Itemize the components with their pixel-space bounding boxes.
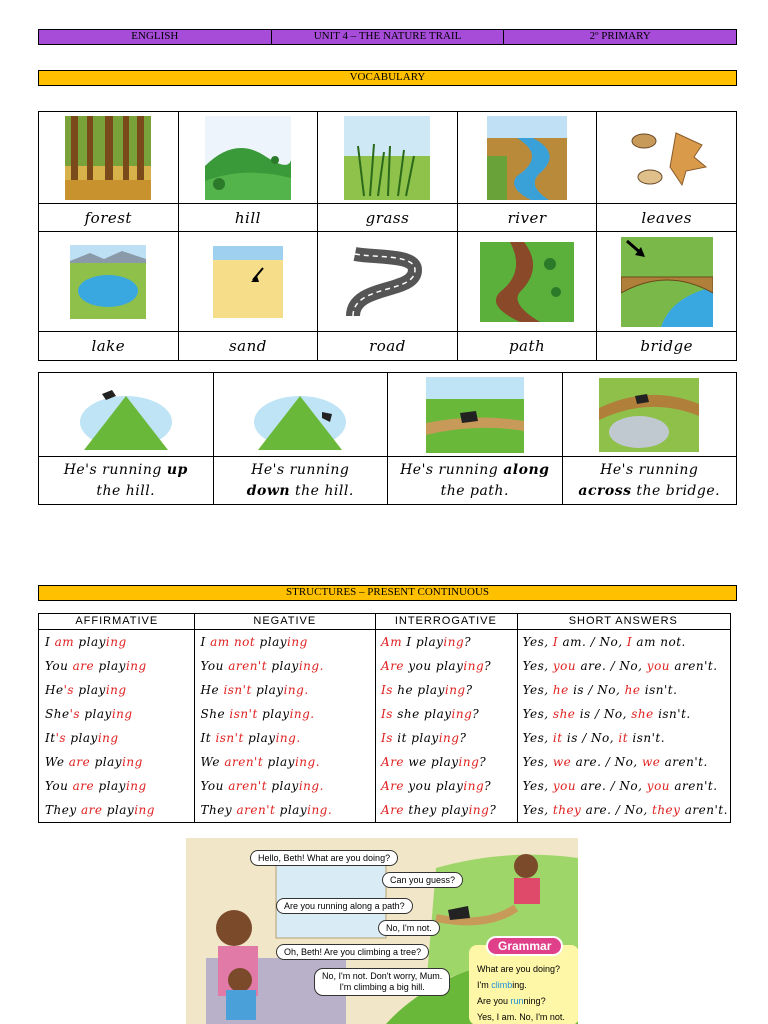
cell-text: she — [552, 707, 576, 721]
short-answer-cell — [517, 803, 730, 817]
cell-text: You — [200, 779, 229, 793]
cell-text: Yes, — [522, 779, 553, 793]
cell-text: ing. — [298, 659, 324, 673]
grammar-box — [469, 945, 578, 1024]
cell-text: play — [275, 803, 308, 817]
cell-text: you play — [404, 659, 464, 673]
cell-text: he — [552, 683, 569, 697]
cell-text: play — [74, 635, 106, 649]
cell-text: ing — [134, 803, 155, 817]
word-forest: forest — [84, 209, 132, 227]
cell-text: ing — [122, 755, 143, 769]
cell-text: 's — [55, 731, 67, 745]
lake-picture — [39, 232, 179, 331]
speech-bubble-6: No, I'm not. Don't worry, Mum. I'm climbing a big hill. — [314, 968, 450, 996]
word-road: road — [369, 337, 406, 355]
cell-text: I play — [402, 635, 444, 649]
header-interrogative: INTERROGATIVE — [394, 615, 497, 627]
cell-text: Yes, — [522, 803, 553, 817]
cell-text: ing — [105, 683, 127, 697]
cell-text: isn't — [229, 707, 258, 721]
cell-text: it — [552, 731, 563, 745]
grammar-line-1: What are you doing? — [477, 964, 561, 974]
short-answer-cell — [517, 755, 730, 769]
running-along-picture — [388, 373, 563, 456]
cell-text: are. / No, — [571, 755, 642, 769]
cell-text: Am — [381, 635, 403, 649]
cell-text: I — [626, 635, 633, 649]
short-answer-cell — [517, 731, 730, 745]
vocabulary-grid — [38, 111, 737, 361]
cell-text: They — [45, 803, 81, 817]
cell-text: play — [94, 659, 126, 673]
level-label: 2º PRIMARY — [503, 30, 736, 44]
cell-text: aren't — [228, 659, 268, 673]
word-lake: lake — [91, 337, 126, 355]
cell-text: is / No, — [562, 731, 619, 745]
cell-text: Are — [381, 659, 405, 673]
word-sand: sand — [228, 337, 267, 355]
cell-text: ? — [472, 707, 480, 721]
cell-text: Are — [381, 755, 405, 769]
cell-text: Yes, — [522, 731, 553, 745]
cell-text: isn't. — [653, 707, 691, 721]
cell-text: it play — [392, 731, 439, 745]
cell-text: Is — [381, 707, 393, 721]
cell-text: play — [243, 731, 276, 745]
cell-text: ing. — [294, 755, 321, 769]
cell-text: play — [102, 803, 135, 817]
cell-text: he play — [392, 683, 445, 697]
cell-text: I — [200, 635, 211, 649]
cell-text: are — [80, 803, 103, 817]
cell-text: Yes, — [522, 707, 553, 721]
cell-text: they play — [404, 803, 469, 817]
cell-text: you — [552, 779, 577, 793]
cell-text: he — [624, 683, 641, 697]
cell-text: play — [255, 635, 288, 649]
cell-text: play — [267, 659, 299, 673]
structures-band — [38, 585, 737, 601]
cell-text: isn't — [223, 683, 252, 697]
cell-text: aren't. — [680, 803, 728, 817]
cell-text: Yes, — [522, 659, 553, 673]
cell-text: ? — [464, 635, 472, 649]
cell-text: ing — [463, 779, 485, 793]
word-path: path — [508, 337, 546, 355]
cell-text: ? — [465, 683, 473, 697]
cell-text: ing — [463, 659, 485, 673]
cell-text: She — [200, 707, 230, 721]
caption-up: He's running up the hill. — [63, 462, 188, 499]
word-leaves: leaves — [641, 209, 692, 227]
word-bridge: bridge — [640, 337, 693, 355]
cell-text: am not — [210, 635, 256, 649]
cell-text: ing — [468, 803, 490, 817]
cell-text: am — [54, 635, 75, 649]
cell-text: They — [200, 803, 237, 817]
cell-text: ing — [438, 731, 460, 745]
cell-text: you play — [404, 779, 464, 793]
cell-text: are. / No, — [576, 779, 647, 793]
cell-text: play — [263, 755, 295, 769]
cell-text: they — [552, 803, 582, 817]
cell-text: you — [646, 779, 671, 793]
short-answer-cell — [517, 683, 730, 697]
cell-text: aren't — [228, 779, 268, 793]
cell-text: isn't. — [640, 683, 678, 697]
cell-text: they — [652, 803, 681, 817]
running-across-picture — [563, 373, 737, 456]
cell-text: It — [45, 731, 56, 745]
cell-text: we — [641, 755, 661, 769]
cell-text: ing — [111, 707, 133, 721]
short-answer-cell — [517, 779, 730, 793]
header-short-answers: SHORT ANSWERS — [568, 615, 678, 627]
cell-text: We — [200, 755, 225, 769]
cell-text: ? — [484, 659, 492, 673]
cell-text: aren't. — [670, 779, 718, 793]
cell-text: play — [257, 707, 290, 721]
sand-picture — [179, 232, 319, 331]
cell-text: isn't. — [628, 731, 666, 745]
cell-text: ? — [479, 755, 487, 769]
prepositions-grid — [38, 372, 737, 505]
cell-text: aren't — [236, 803, 276, 817]
structures-title: STRUCTURES – PRESENT CONTINUOUS — [285, 586, 490, 598]
cell-text: ing — [451, 707, 473, 721]
forest-picture — [39, 112, 179, 203]
caption-down: He's running down the hill. — [246, 462, 354, 499]
cell-text: ing. — [307, 803, 333, 817]
cell-text: You — [45, 779, 73, 793]
cell-text: play — [94, 779, 126, 793]
road-picture — [318, 232, 458, 331]
cell-text: ing — [443, 635, 465, 649]
cell-text: Are — [381, 779, 405, 793]
cell-text: we — [552, 755, 572, 769]
word-hill: hill — [234, 209, 261, 227]
cell-text: Are — [381, 803, 405, 817]
unit-label: UNIT 4 – THE NATURE TRAIL — [271, 30, 504, 44]
cell-text: Is — [381, 683, 393, 697]
comic-illustration — [186, 838, 578, 1024]
cell-text: Is — [381, 731, 393, 745]
grass-picture — [318, 112, 458, 203]
caption-across: He's running across the bridge. — [578, 462, 721, 499]
cell-text: am not. — [632, 635, 686, 649]
word-grass: grass — [365, 209, 410, 227]
cell-text: We — [45, 755, 69, 769]
short-answer-cell — [517, 635, 730, 649]
cell-text: Yes, — [522, 635, 553, 649]
cell-text: He — [200, 683, 224, 697]
path-picture — [458, 232, 598, 331]
cell-text: aren't. — [660, 755, 708, 769]
cell-text: play — [267, 779, 299, 793]
cell-text: is / No, — [568, 683, 625, 697]
cell-text: are. / No, — [576, 659, 647, 673]
cell-text: play — [90, 755, 123, 769]
header-affirmative: AFFIRMATIVE — [75, 615, 159, 627]
cell-text: aren't. — [670, 659, 718, 673]
structures-table — [38, 613, 731, 823]
cell-text: You — [200, 659, 229, 673]
grammar-line-3: Are you running? — [477, 996, 546, 1006]
cell-text: ing — [125, 779, 147, 793]
cell-text: ing. — [289, 707, 315, 721]
cell-text: play — [74, 683, 106, 697]
cell-text: play — [80, 707, 112, 721]
cell-text: I — [552, 635, 559, 649]
caption-along: He's running along the path. — [400, 462, 550, 499]
cell-text: it — [618, 731, 629, 745]
cell-text: ing. — [298, 779, 324, 793]
cell-text: ing — [105, 635, 127, 649]
cell-text: Yes, — [522, 755, 553, 769]
cell-text: you — [646, 659, 671, 673]
cell-text: ing. — [283, 683, 309, 697]
bridge-picture — [597, 232, 736, 331]
word-river: river — [507, 209, 547, 227]
speech-bubble-4: No, I'm not. — [378, 920, 440, 936]
cell-text: she play — [392, 707, 452, 721]
cell-text: is / No, — [575, 707, 632, 721]
cell-text: ? — [484, 779, 492, 793]
hill-picture — [179, 112, 319, 203]
cell-text: ing. — [275, 731, 301, 745]
cell-text: are — [68, 755, 91, 769]
cell-text: play — [66, 731, 98, 745]
header-negative: NEGATIVE — [253, 615, 317, 627]
vocabulary-band — [38, 70, 737, 86]
cell-text: ing — [125, 659, 147, 673]
river-picture — [458, 112, 598, 203]
cell-text: 's — [69, 707, 81, 721]
running-down-picture — [214, 373, 389, 456]
cell-text: she — [631, 707, 654, 721]
cell-text: ing — [444, 683, 466, 697]
speech-bubble-5: Oh, Beth! Are you climbing a tree? — [276, 944, 429, 960]
cell-text: It — [200, 731, 216, 745]
cell-text: ing — [458, 755, 480, 769]
cell-text: She — [45, 707, 70, 721]
short-answer-cell — [517, 707, 730, 721]
cell-text: ing — [97, 731, 119, 745]
cell-text: isn't — [215, 731, 244, 745]
cell-text: You — [45, 659, 73, 673]
speech-bubble-2: Can you guess? — [382, 872, 463, 888]
cell-text: aren't — [224, 755, 264, 769]
cell-text: ing — [287, 635, 308, 649]
cell-text: ? — [459, 731, 467, 745]
cell-text: He — [45, 683, 64, 697]
grammar-line-2: I'm climbing. — [477, 980, 527, 990]
speech-bubble-1: Hello, Beth! What are you doing? — [250, 850, 398, 866]
speech-bubble-3: Are you running along a path? — [276, 898, 413, 914]
cell-text: are. / No, — [581, 803, 652, 817]
subject-label: ENGLISH — [131, 30, 179, 42]
grammar-title: Grammar — [486, 936, 563, 956]
cell-text: Yes, — [522, 683, 553, 697]
cell-text: are — [72, 779, 95, 793]
cell-text: are — [72, 659, 95, 673]
grammar-line-4: Yes, I am. No, I'm not. — [477, 1012, 565, 1022]
cell-text: ? — [489, 803, 497, 817]
header-band — [38, 29, 737, 45]
cell-text: play — [251, 683, 284, 697]
cell-text: you — [552, 659, 577, 673]
cell-text: am. / No, — [558, 635, 627, 649]
cell-text: we play — [404, 755, 459, 769]
running-up-picture — [39, 373, 214, 456]
cell-text: 's — [63, 683, 75, 697]
cell-text: I — [45, 635, 55, 649]
vocabulary-title: VOCABULARY — [349, 71, 426, 83]
short-answer-cell — [517, 659, 730, 673]
leaves-picture — [597, 112, 736, 203]
